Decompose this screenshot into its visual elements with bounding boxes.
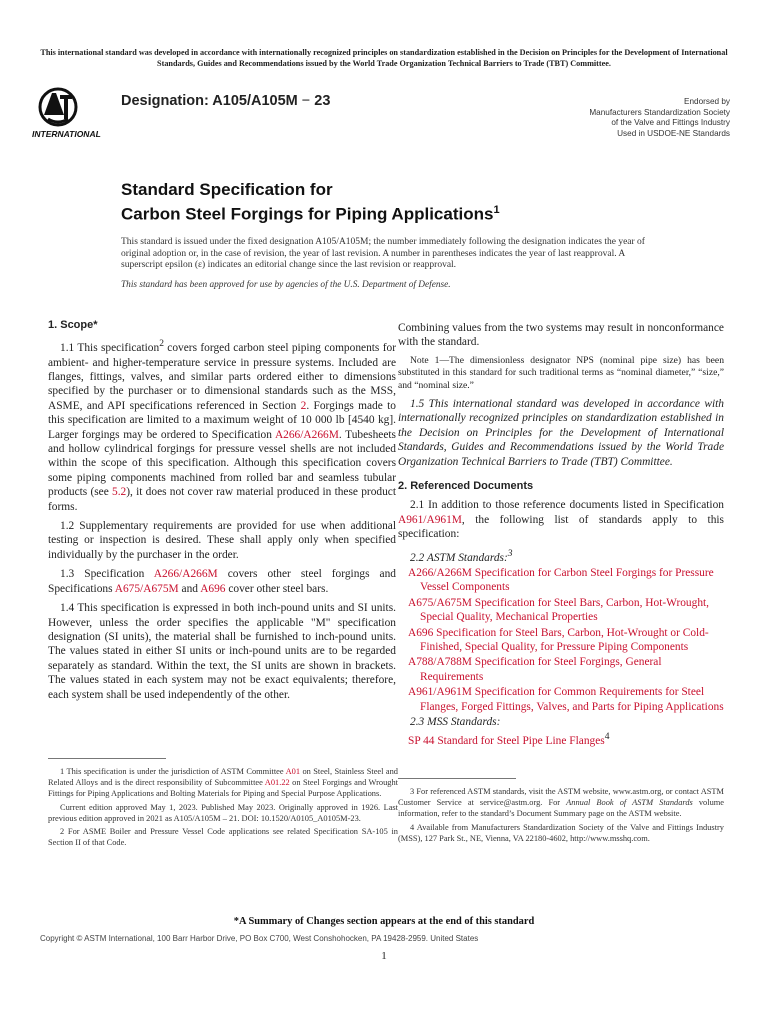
reference-title: Specification for Steel Forgings, General Requirements	[420, 656, 662, 683]
reference-item[interactable]	[408, 730, 724, 748]
left-column	[48, 318, 396, 707]
reference-code: A696	[408, 626, 434, 639]
scope-1-2: 1.2 Supplementary requirements are provided for use when additional testing or inspection is desired. These shall apply only when specified individually by the purchaser in the order.	[48, 520, 396, 561]
note-1: Note 1—The dimensionless designator NPS (nominal pipe size) has been substituted in this standard for such traditional terms as “nominal diameter,” “size,” and “nominal size.”	[398, 354, 724, 391]
copyright: Copyright © ASTM International, 100 Barr Harbor Drive, PO Box C700, West Conshohocken, PA 19428-2959. United States	[40, 934, 479, 943]
section-link[interactable]: 5.2	[112, 486, 127, 499]
text: , the following list of standards apply to this specification:	[398, 513, 724, 541]
reference-code: A788/A788M	[408, 656, 472, 669]
footnote-mark: 2	[159, 339, 164, 350]
reference-code: SP 44	[408, 735, 435, 748]
referenced-heading: 2. Referenced Documents	[398, 480, 534, 493]
reference-item[interactable]	[408, 596, 724, 625]
issuance-paragraph: This standard is issued under the fixed designation A105/A105M; the number immediately following the designation indicates the year of original adoption or, in the case of revision, the year of last revision. A number in parentheses indicates the year of last reapproval. A superscript epsilon (ε) indicates an editorial change since the last revision or reapproval.	[121, 237, 645, 270]
text: 2.1 In addition to those reference documents listed in Specification	[410, 499, 724, 512]
text: 2.2 ASTM Standards:	[410, 551, 508, 564]
reference-title: Specification for Steel Bars, Carbon, Hot-Wrought, Special Quality, Mechanical Properties	[420, 596, 710, 624]
text: covers forged carbon steel piping components for ambient- and higher-temperature service in pressure systems. Included are flanges, fittings, valves, and similar parts ordered either to dimensions specified by the purchaser or to dimensional standards such as the MSS, ASME, and API specifications referenced in Section	[48, 342, 396, 412]
text: . Tubesheets and hollow cylindrical forgings for pressure vessel shells are not included within the scope of this specification. Although this specification covers some piping components machined from rolled bar and seamless tubular products (see	[48, 428, 396, 499]
footnote-4: 4 Available from Manufacturers Standardization Society of the Valve and Fittings Industry (MSS), 127 Park St., NE, Vienna, VA 22180-4602, http://www.msshq.com.	[398, 822, 724, 843]
document-title	[121, 180, 500, 225]
astm-logo	[30, 85, 110, 141]
logo-text: INTERNATIONAL	[32, 129, 101, 139]
footnote-2: 2 For ASME Boiler and Pressure Vessel Code applications see related Specification SA-105 in Section II of that Code.	[48, 827, 398, 848]
endorsement-block	[490, 97, 730, 139]
issuance-note	[121, 237, 661, 272]
footnote-1-edition: Current edition approved May 1, 2023. Published May 2023. Originally approved in 1926. Last previous edition approved in 2021 as A105/A105M – 21. DOI: 10.1520/A0105_A0105M-23.	[48, 802, 398, 823]
footnote-mark: 4	[604, 732, 610, 743]
text: 1.1 This specification	[60, 342, 160, 355]
standard-link[interactable]: A266/A266M	[274, 428, 339, 441]
astm-standards-heading	[398, 547, 724, 565]
right-column	[398, 321, 724, 750]
text: volume information, refer to the standard’s Document Summary page on the ASTM website.	[398, 798, 724, 819]
designation-year: 23	[314, 93, 331, 109]
designation-dash: −	[297, 93, 315, 109]
footnote-mark: 3	[507, 548, 513, 559]
page-number: 1	[381, 950, 387, 962]
endorsed-line: Manufacturers Standardization Society	[589, 107, 730, 117]
reference-code: A961/A961M	[408, 686, 472, 699]
text: ), it does not cover raw material produced in these product forms.	[48, 486, 396, 513]
committee-link[interactable]: A01	[285, 767, 301, 776]
reference-code: A266/A266M	[408, 566, 472, 579]
reference-item[interactable]	[408, 566, 724, 595]
text: on Steel Forgings and Wrought Fittings for Piping Applications and Bolting Materials for Piping and Special Purpose Applications.	[48, 778, 398, 799]
text: 1.3 Specification	[60, 568, 154, 581]
designation-label: Designation: A105/A105M	[121, 93, 298, 109]
reference-title: Specification for Steel Bars, Carbon, Hot-Wrought or Cold-Finished, Special Quality, for Pressure Piping Components	[420, 626, 709, 653]
reference-item[interactable]	[408, 685, 724, 714]
footnote-divider	[398, 778, 516, 779]
footnote-1	[48, 766, 398, 800]
title-footnote-mark: 1	[493, 204, 500, 216]
referenced-2-1	[398, 498, 724, 541]
reference-item[interactable]	[408, 626, 724, 655]
reference-title: Standard for Steel Pipe Line Flanges	[434, 735, 605, 748]
text: 1 This specification is under the jurisdiction of ASTM Committee	[60, 767, 286, 776]
subcommittee-link[interactable]: A01.22	[264, 778, 290, 788]
text: Annual Book of ASTM Standards	[566, 798, 693, 808]
text: 3 For referenced ASTM standards, visit the ASTM website, www.astm.org, or contact ASTM Customer Service at service@astm.org. For	[398, 787, 724, 808]
endorsed-line: Endorsed by	[684, 97, 730, 106]
text: on Steel, Stainless Steel and Related Alloys and is the direct responsibility of Subcommittee	[48, 767, 398, 788]
summary-of-changes-note: *A Summary of Changes section appears at the end of this standard	[233, 916, 535, 927]
scope-heading: 1. Scope*	[48, 319, 98, 331]
standard-link[interactable]: A675/A675M	[114, 582, 179, 595]
scope-1-4: 1.4 This specification is expressed in both inch-pound units and SI units. However, unless the order specifies the applicable "M" specification designation (SI units), the material shall be furnished to inch-pound units. The values stated in either SI units or inch-pound units are to be regarded separately as standard. Within the text, the SI units are shown in brackets. The values stated in each system may not be exact equivalents; therefore, each system shall be used independently of the other.	[48, 602, 396, 701]
text: covers other steel forgings and Specifications	[48, 568, 396, 595]
section-link[interactable]: 2	[300, 399, 307, 412]
standard-link[interactable]: A696	[200, 582, 226, 595]
mss-standards-heading: 2.3 MSS Standards:	[410, 715, 501, 728]
text: . Forgings made to this specification are limited to a maximum weight of 10 000 lb [4540 kg]. Larger forgings may be ordered to Specification	[48, 399, 396, 441]
header-notice: This international standard was developed in accordance with internationally recognized principles on standardization established in the Decision on Principles for the Development of International Standards, Guides and Recommendations issued by the World Trade Organization Technical Barriers to Trade (TBT) Committee.	[40, 48, 728, 68]
reference-item[interactable]	[408, 655, 724, 684]
endorsed-line: Used in USDOE-NE Standards	[617, 128, 730, 138]
reference-title: Specification for Common Requirements for Steel Flanges, Forged Fittings, Valves, and Parts for Piping Applications	[420, 686, 724, 713]
footnotes-left	[48, 766, 398, 850]
scope-1-3	[48, 567, 396, 596]
footnotes-right	[398, 786, 724, 846]
standard-link[interactable]: A266/A266M	[153, 568, 218, 581]
standard-link[interactable]: A961/A961M	[398, 513, 462, 526]
endorsed-line: of the Valve and Fittings Industry	[611, 118, 730, 128]
title-line2: Carbon Steel Forgings for Piping Applications	[121, 204, 494, 224]
defense-approval: This standard has been approved for use by agencies of the U.S. Department of Defense.	[121, 280, 451, 290]
footnote-3	[398, 786, 724, 820]
scope-1-1	[48, 337, 396, 514]
designation	[121, 93, 330, 109]
text: cover other steel bars.	[225, 582, 329, 595]
text: and	[178, 582, 201, 595]
scope-1-4-continued: Combining values from the two systems may result in nonconformance with the standard.	[398, 322, 724, 349]
footnote-divider	[48, 758, 166, 759]
title-line1: Standard Specification for	[121, 180, 333, 199]
scope-1-5: 1.5 This international standard was developed in accordance with internationally recognized principles on standardization established in the Decision on Principles for the Development of International Standards, Guides and Recommendations issued by the World Trade Organization Technical Barriers to Trade (TBT) Committee.	[398, 398, 724, 468]
reference-code: A675/A675M	[408, 596, 472, 609]
astm-logo-icon	[30, 85, 110, 141]
reference-title: Specification for Carbon Steel Forgings for Pressure Vessel Components	[420, 566, 714, 594]
